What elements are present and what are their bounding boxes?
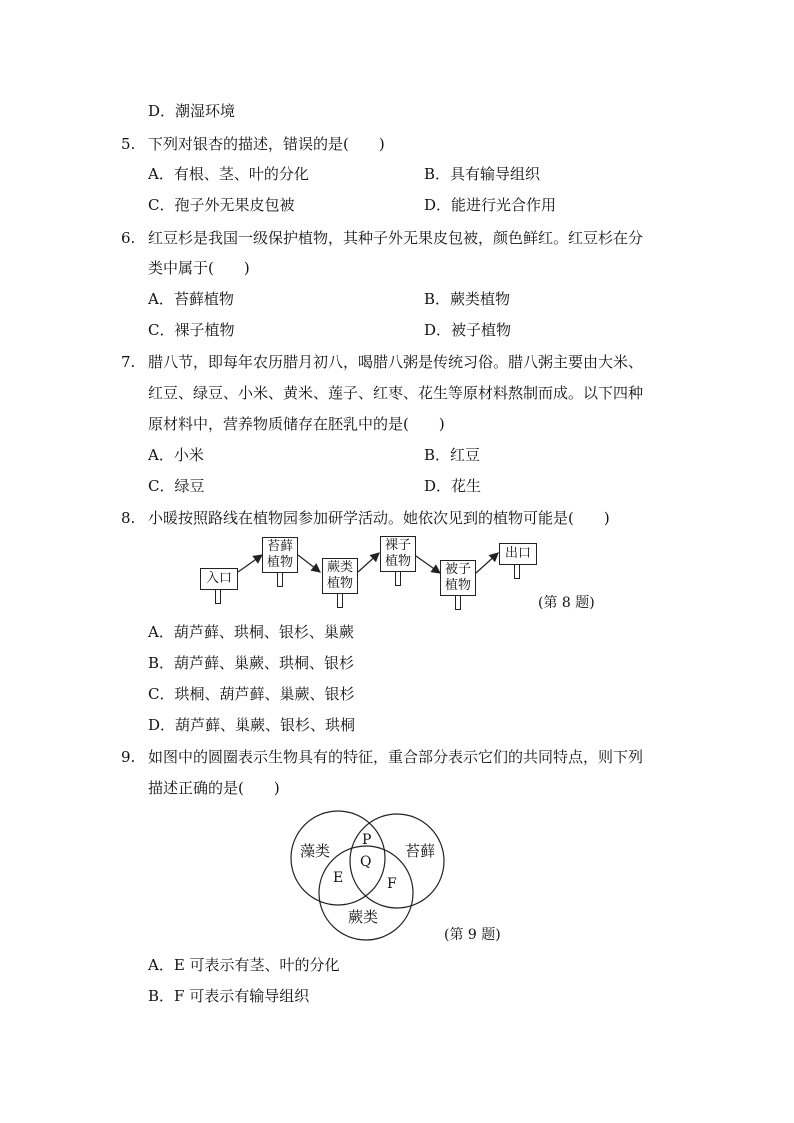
q8-number: 8. bbox=[121, 509, 136, 527]
q7-option-c: C．绿豆 bbox=[148, 477, 205, 495]
sign-entrance-label: 入口 bbox=[205, 571, 232, 586]
q8-caption: (第 8 题) bbox=[538, 595, 595, 611]
q7-stem-line3: 原材料中，营养物质储存在胚乳中的是( ) bbox=[148, 415, 445, 433]
q9-option-a: A．E 可表示有茎、叶的分化 bbox=[148, 956, 340, 974]
sign-entrance bbox=[200, 568, 238, 590]
q5-option-d: D．能进行光合作用 bbox=[424, 196, 557, 214]
sign-angio-line2: 植物 bbox=[444, 578, 471, 593]
sign-gymnosperm bbox=[380, 536, 416, 572]
q6-option-c: C．裸子植物 bbox=[148, 321, 235, 339]
sign-exit-label: 出口 bbox=[504, 546, 531, 561]
arrow-gymno-to-angio bbox=[416, 556, 440, 573]
arrow-angio-to-exit bbox=[476, 553, 498, 573]
q6-stem-line2: 类中属于( ) bbox=[148, 259, 250, 277]
sign-exit-post bbox=[514, 565, 520, 579]
arrow-moss-to-fern bbox=[298, 555, 320, 572]
sign-gymno-line2: 植物 bbox=[384, 554, 411, 569]
q5-stem: 下列对银杏的描述，错误的是( ) bbox=[148, 135, 385, 153]
q9-option-b: B．F 可表示有输导组织 bbox=[148, 987, 310, 1005]
q9-number: 9. bbox=[121, 748, 136, 766]
sign-fern-post bbox=[337, 594, 343, 608]
sign-angio-post bbox=[455, 596, 461, 610]
sign-fern bbox=[322, 558, 358, 594]
sign-moss bbox=[262, 537, 298, 573]
sign-moss-line1: 苔藓 bbox=[266, 539, 293, 554]
q5-option-c: C．孢子外无果皮包被 bbox=[148, 196, 295, 214]
q9-venn-diagram bbox=[280, 805, 460, 945]
venn-label-algae: 藻类 bbox=[300, 842, 331, 860]
q9-stem-line1: 如图中的圆圈表示生物具有的特征，重合部分表示它们的共同特点，则下列 bbox=[148, 748, 644, 766]
q6-stem-line1: 红豆杉是我国一级保护植物，其种子外无果皮包被，颜色鲜红。红豆杉在分 bbox=[148, 229, 644, 247]
q8-stem: 小暖按照路线在植物园参加研学活动。她依次见到的植物可能是( ) bbox=[148, 509, 610, 527]
q9-stem-line2: 描述正确的是( ) bbox=[148, 779, 280, 797]
q7-number: 7. bbox=[121, 353, 136, 371]
q5-option-b: B．具有输导组织 bbox=[424, 165, 541, 183]
venn-label-q: Q bbox=[360, 854, 372, 870]
q7-option-a: A．小米 bbox=[148, 446, 204, 464]
q8-option-c: C．珙桐、葫芦藓、巢蕨、银杉 bbox=[148, 685, 355, 703]
venn-label-f: F bbox=[387, 876, 397, 892]
q9-caption: (第 9 题) bbox=[444, 927, 501, 943]
sign-gymno-line1: 裸子 bbox=[384, 538, 411, 553]
sign-fern-line1: 蕨类 bbox=[326, 560, 353, 575]
sign-gymno-post bbox=[395, 572, 401, 586]
q6-option-a: A．苔藓植物 bbox=[148, 290, 234, 308]
sign-angiosperm bbox=[440, 560, 476, 596]
sign-moss-line2: 植物 bbox=[266, 555, 293, 570]
q6-option-d: D．被子植物 bbox=[424, 321, 512, 339]
arrow-fern-to-gymno bbox=[358, 553, 379, 572]
q7-stem-line2: 红豆、绿豆、小米、黄米、莲子、红枣、花生等原材料熬制而成。以下四种 bbox=[148, 384, 644, 402]
q7-stem-line1: 腊八节，即每年农历腊月初八，喝腊八粥是传统习俗。腊八粥主要由大米、 bbox=[148, 353, 644, 371]
arrow-entrance-to-moss bbox=[238, 555, 262, 572]
sign-exit bbox=[499, 543, 537, 565]
sign-fern-line2: 植物 bbox=[326, 576, 353, 591]
q8-option-a: A．葫芦藓、珙桐、银杉、巢蕨 bbox=[148, 623, 354, 641]
q7-option-d: D．花生 bbox=[424, 477, 482, 495]
q5-number: 5. bbox=[121, 135, 136, 153]
venn-label-moss: 苔藓 bbox=[405, 842, 436, 860]
venn-label-p: P bbox=[362, 832, 372, 848]
sign-moss-post bbox=[277, 573, 283, 587]
q6-option-b: B．蕨类植物 bbox=[424, 290, 511, 308]
q8-option-d: D．葫芦藓、巢蕨、银杉、珙桐 bbox=[148, 716, 356, 734]
venn-label-e: E bbox=[333, 870, 344, 886]
venn-label-fern: 蕨类 bbox=[348, 908, 379, 926]
sign-angio-line1: 被子 bbox=[444, 562, 471, 577]
q8-option-b: B．葫芦藓、巢蕨、珙桐、银杉 bbox=[148, 654, 355, 672]
q7-option-b: B．红豆 bbox=[424, 446, 481, 464]
q5-option-a: A．有根、茎、叶的分化 bbox=[148, 165, 309, 183]
q6-number: 6. bbox=[121, 229, 136, 247]
q4-option-d: D．潮湿环境 bbox=[148, 102, 236, 120]
sign-entrance-post bbox=[215, 590, 221, 604]
